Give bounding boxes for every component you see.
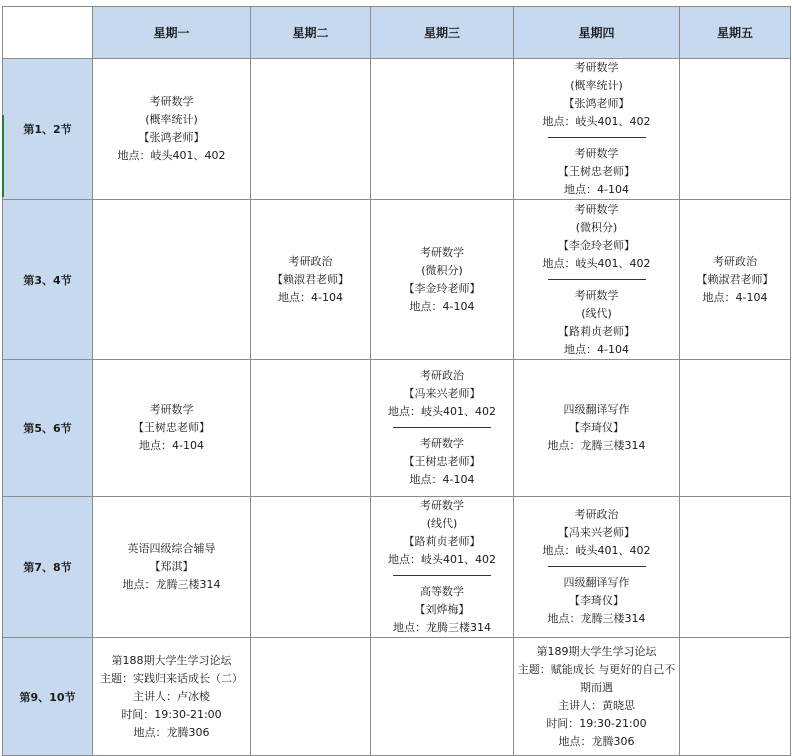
course-line: 地点：岐头401、402 <box>542 256 651 270</box>
course-line: 【赖淑君老师】 <box>272 272 349 286</box>
course-line: 地点：4-104 <box>409 473 475 486</box>
schedule-cell-thu[interactable] <box>514 360 680 497</box>
schedule-cell-tue[interactable] <box>251 638 371 756</box>
course-line: 地点：4-104 <box>702 290 768 304</box>
day-header-fri[interactable]: 星期五 <box>680 7 791 59</box>
schedule-cell-fri[interactable] <box>680 200 791 360</box>
course-line: 【张鸿老师】 <box>563 97 630 110</box>
course-line: 主题：赋能成长 与更好的自己不期而遇 <box>517 662 676 694</box>
course-line: 第188期大学生学习论坛 <box>111 653 232 667</box>
course-divider <box>548 137 646 138</box>
timetable-body <box>3 59 791 756</box>
course-line: 地点：4-104 <box>564 342 629 356</box>
course-entry <box>93 93 250 165</box>
schedule-cell-mon[interactable] <box>93 638 251 756</box>
course-line: 地点：4-104 <box>278 290 343 304</box>
course-line: 考研政治 <box>713 254 757 268</box>
course-line: 地点：龙腾306 <box>133 725 210 739</box>
course-entry <box>93 652 250 742</box>
course-line: 地点：岐头401、402 <box>388 553 496 566</box>
course-line: 地点：岐头401、402 <box>542 544 651 557</box>
period-label[interactable]: 第7、8节 <box>3 497 93 638</box>
schedule-cell-thu[interactable] <box>514 59 680 200</box>
course-line: 【冯来兴老师】 <box>558 526 635 539</box>
period-label[interactable]: 第3、4节 <box>3 200 93 360</box>
course-line: 地点：龙腾306 <box>558 734 635 748</box>
course-line: 主题：实践归来话成长（二） <box>100 671 243 685</box>
course-line: (概率统计) <box>145 113 198 126</box>
course-line: 【张鸿老师】 <box>138 131 205 144</box>
course-line: 地点：4-104 <box>139 439 204 452</box>
schedule-cell-wed[interactable] <box>371 497 514 638</box>
course-line: 【郑淇】 <box>149 560 194 573</box>
schedule-cell-wed[interactable] <box>371 638 514 756</box>
course-entry <box>514 201 679 273</box>
timetable-row <box>3 638 791 756</box>
course-line: (线代) <box>581 306 612 320</box>
course-entry <box>680 253 790 307</box>
course-line: 地点：龙腾三楼314 <box>393 621 491 634</box>
course-line: 地点：龙腾三楼314 <box>122 578 221 591</box>
course-line: 【赖淑君老师】 <box>696 272 774 286</box>
course-entry <box>371 497 513 569</box>
course-line: 考研数学 <box>574 147 619 160</box>
schedule-cell-thu[interactable] <box>514 638 680 756</box>
schedule-cell-fri[interactable] <box>680 59 791 200</box>
course-entry <box>371 583 513 637</box>
course-line: 四级翻译写作 <box>563 576 630 589</box>
course-divider <box>548 279 646 280</box>
course-line: (微积分) <box>575 220 618 234</box>
schedule-cell-fri[interactable] <box>680 638 791 756</box>
schedule-cell-wed[interactable] <box>371 59 514 200</box>
course-line: 考研数学 <box>574 202 619 216</box>
course-entry <box>93 540 250 594</box>
course-line: 【刘烨梅】 <box>414 603 470 616</box>
course-line: 地点：龙腾三楼314 <box>547 439 646 452</box>
timetable-row <box>3 200 791 360</box>
course-line: 英语四级综合辅导 <box>127 542 216 555</box>
course-line: 四级翻译写作 <box>563 403 630 416</box>
active-row-marker <box>2 115 4 197</box>
course-entry <box>371 244 513 316</box>
course-line: 地点：4-104 <box>564 183 629 196</box>
course-line: 高等数学 <box>420 585 464 598</box>
day-header-mon[interactable]: 星期一 <box>93 7 251 59</box>
schedule-cell-tue[interactable] <box>251 497 371 638</box>
course-line: 【李金玲老师】 <box>403 281 481 295</box>
schedule-cell-mon[interactable] <box>93 59 251 200</box>
course-line: 【李琦仪】 <box>569 594 624 607</box>
schedule-cell-thu[interactable] <box>514 497 680 638</box>
course-line: 【路莉贞老师】 <box>403 535 481 548</box>
day-header-wed[interactable]: 星期三 <box>371 7 514 59</box>
course-line: 考研数学 <box>149 403 194 416</box>
course-entry <box>371 367 513 421</box>
course-line: (微积分) <box>421 263 463 277</box>
course-line: 【王树忠老师】 <box>558 165 635 178</box>
schedule-cell-mon[interactable] <box>93 360 251 497</box>
course-line: 考研数学 <box>420 245 464 259</box>
timetable-row <box>3 497 791 638</box>
course-line: 【路莉贞老师】 <box>558 324 635 338</box>
timetable <box>2 6 791 756</box>
course-line: 考研数学 <box>420 437 464 450</box>
schedule-cell-tue[interactable] <box>251 360 371 497</box>
course-line: 考研数学 <box>149 95 194 108</box>
day-header-thu[interactable]: 星期四 <box>514 7 680 59</box>
course-line: 【李琦仪】 <box>569 421 624 434</box>
course-line: (线代) <box>426 517 458 530</box>
course-line: 地点：岐头401、402 <box>388 405 496 418</box>
course-line: (概率统计) <box>570 79 623 92</box>
course-line: 考研数学 <box>574 288 619 302</box>
schedule-cell-wed[interactable] <box>371 360 514 497</box>
course-line: 时间：19:30-21:00 <box>546 716 647 730</box>
course-entry <box>514 401 679 455</box>
course-entry <box>514 574 679 628</box>
period-label[interactable]: 第1、2节 <box>3 59 93 200</box>
course-line: 主讲人：卢冰棱 <box>133 689 210 703</box>
schedule-cell-mon[interactable] <box>93 497 251 638</box>
course-line: 时间：19:30-21:00 <box>121 707 222 721</box>
course-line: 考研政治 <box>420 369 464 382</box>
course-line: 考研数学 <box>420 499 464 512</box>
course-divider <box>393 575 491 576</box>
course-line: 地点：龙腾三楼314 <box>547 612 646 625</box>
schedule-cell-fri[interactable] <box>680 360 791 497</box>
course-entry <box>514 287 679 359</box>
course-entry <box>251 253 370 307</box>
course-entry <box>514 145 679 199</box>
schedule-cell-thu[interactable] <box>514 200 680 360</box>
course-line: 地点：岐头401、402 <box>542 115 651 128</box>
course-entry <box>514 643 679 751</box>
course-line: 【冯来兴老师】 <box>403 387 481 400</box>
course-line: 主讲人：黄晓思 <box>558 698 635 712</box>
timetable-row <box>3 59 791 200</box>
period-label[interactable]: 第5、6节 <box>3 360 93 497</box>
course-entry <box>514 59 679 131</box>
course-line: 考研政治 <box>288 254 333 268</box>
day-header-tue[interactable]: 星期二 <box>251 7 371 59</box>
course-line: 考研政治 <box>574 508 619 521</box>
course-line: 【王树忠老师】 <box>403 455 481 468</box>
course-line: 考研数学 <box>574 61 619 74</box>
course-divider <box>393 427 491 428</box>
schedule-cell-wed[interactable] <box>371 200 514 360</box>
schedule-cell-tue[interactable] <box>251 59 371 200</box>
course-entry <box>371 435 513 489</box>
course-divider <box>548 566 646 567</box>
course-entry <box>514 506 679 560</box>
corner-cell[interactable] <box>3 7 93 59</box>
course-line: 【李金玲老师】 <box>558 238 635 252</box>
schedule-cell-fri[interactable] <box>680 497 791 638</box>
period-label[interactable]: 第9、10节 <box>3 638 93 756</box>
timetable-row <box>3 360 791 497</box>
course-line: 地点：岐头401、402 <box>117 149 226 162</box>
course-line: 地点：4-104 <box>409 299 475 313</box>
course-line: 第189期大学生学习论坛 <box>536 644 657 658</box>
course-entry <box>93 401 250 455</box>
schedule-cell-mon[interactable] <box>93 200 251 360</box>
header-row <box>3 7 791 59</box>
course-line: 【王树忠老师】 <box>133 421 210 434</box>
schedule-cell-tue[interactable] <box>251 200 371 360</box>
